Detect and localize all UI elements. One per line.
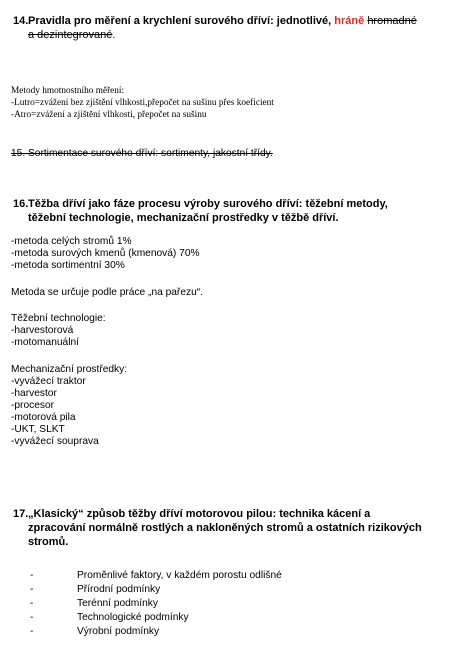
section-16-line-1: Těžba dříví jako fáze procesu výroby surového dříví: těžební metody,	[28, 198, 388, 210]
list-item-dash: -	[30, 612, 34, 623]
factor-production: Výrobní podmínky	[77, 626, 160, 637]
section-14-highlight: hráně	[334, 15, 365, 27]
method-note: Metoda se určuje podle práce „na pařezu“.	[11, 287, 203, 298]
technology-motomanual: -motomanuální	[11, 337, 79, 348]
methods-lutro: -Lutro=zvážení bez zjištění vlhkosti,přepočet na sušinu přes koeficient	[11, 98, 274, 108]
section-14-heading	[0, 15, 453, 43]
section-17-heading	[0, 508, 453, 550]
method-stems: -metoda surových kmenů (kmenová) 70%	[11, 248, 200, 259]
section-16-number: 16.	[13, 198, 29, 210]
section-14-period: .	[112, 29, 116, 41]
section-17-line-1: „Klasický“ způsob těžby dříví motorovou pilou: technika kácení a	[28, 508, 371, 520]
section-17-number: 17.	[13, 508, 29, 520]
section-16-line-2: těžební technologie, mechanizační prostředky v těžbě dříví.	[28, 212, 339, 224]
section-14-struck-phrase: a dezintegrované	[28, 29, 113, 41]
method-assortment: -metoda sortimentní 30%	[11, 260, 125, 271]
equipment-harvester: -harvestor	[11, 388, 57, 399]
equipment-forwarding-set: -vyvážecí souprava	[11, 436, 99, 447]
section-17-line-3: stromů.	[28, 536, 69, 548]
section-15-struck: 15. Sortimentace surového dříví: sortimenty, jakostní třídy.	[11, 148, 273, 159]
equipment-ukt-slkt: -UKT, SLKT	[11, 424, 65, 435]
methods-heading: Metody hmotnostního měření:	[11, 86, 125, 96]
factor-terrain: Terénní podmínky	[77, 598, 158, 609]
method-whole-trees: -metoda celých stromů 1%	[11, 236, 132, 247]
equipment-chainsaw: -motorová pila	[11, 412, 76, 423]
factor-variable: Proměnlivé faktory, v každém porostu odlišné	[77, 570, 282, 581]
list-item-dash: -	[30, 626, 34, 637]
methods-atro: -Atro=zvážení a zjištění vlhkosti, přepočet na sušinu	[11, 110, 207, 120]
equipment-forwarder: -vyvážecí traktor	[11, 376, 86, 387]
section-14-struck-word: hromadné	[367, 15, 417, 27]
section-17-line-2: zpracování normálně rostlých a nakloněných stromů a ostatních rizikových	[28, 522, 422, 534]
equipment-heading: Mechanizační prostředky:	[11, 364, 128, 375]
list-item-dash: -	[30, 598, 34, 609]
section-14-line-2	[28, 29, 115, 42]
factor-natural: Přírodní podmínky	[77, 584, 161, 595]
section-14-title: Pravidla pro měření a krychlení surového dříví: jednotlivé,	[28, 15, 332, 27]
list-item-dash: -	[30, 584, 34, 595]
section-14-number: 14.	[13, 15, 29, 27]
section-14-line-1	[28, 15, 417, 28]
technology-harvester: -harvestorová	[11, 325, 74, 336]
list-item-dash: -	[30, 570, 34, 581]
equipment-processor: -procesor	[11, 400, 55, 411]
section-16-heading	[0, 198, 453, 226]
factor-technological: Technologické podmínky	[77, 612, 189, 623]
technology-heading: Těžební technologie:	[11, 313, 106, 324]
